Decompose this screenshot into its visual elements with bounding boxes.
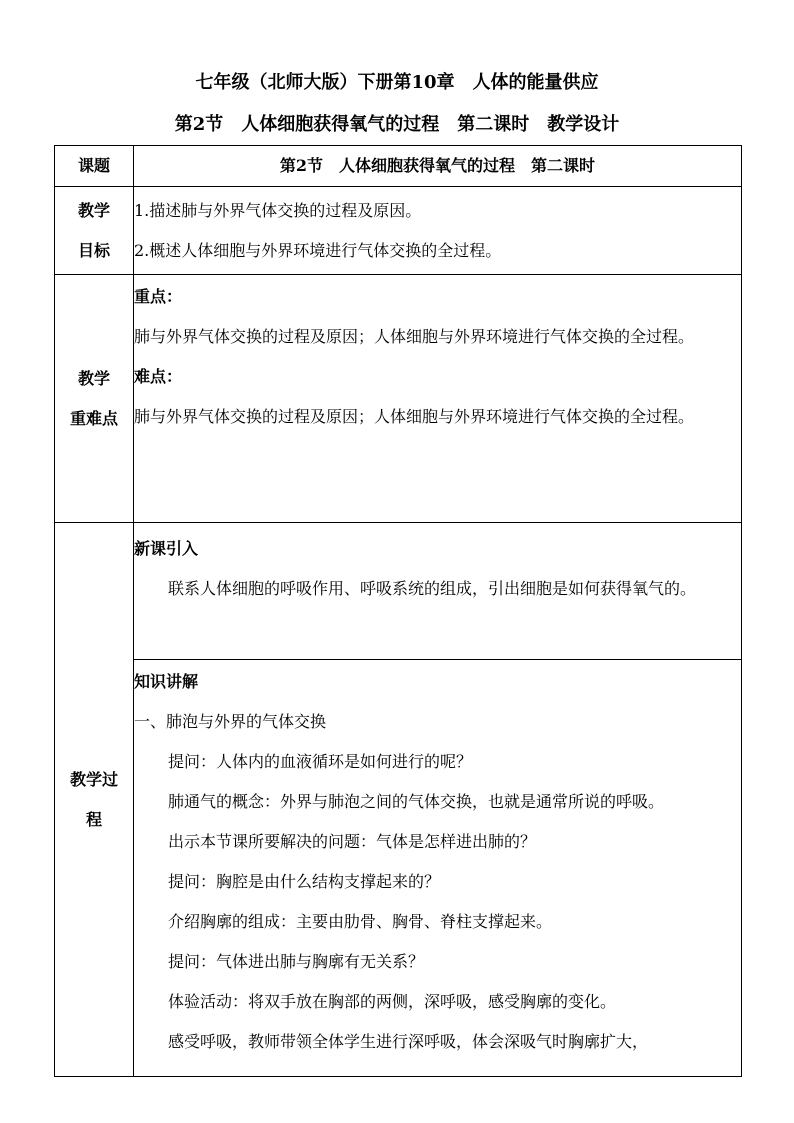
value-keypoints [134,275,742,523]
value-process-intro [134,523,742,660]
label-process [55,523,134,1077]
process-line-1: 提问：人体内的血液循环是如何进行的呢？ [168,752,473,771]
row-goals [55,187,742,275]
row-topic [55,146,742,187]
process-line-4: 提问：胸腔是由什么结构支撑起来的？ [168,872,441,891]
label-process-a: 教学过 [69,769,118,789]
hard-text: 肺与外界气体交换的过程及原因；人体细胞与外界环境进行气体交换的全过程。 [134,407,695,426]
value-process-knowledge [134,660,742,1077]
process-line-8: 感受呼吸，教师带领全体学生进行深呼吸，体会深吸气时胸廓扩大， [168,1032,649,1051]
process-line-6: 提问：气体进出肺与胸廓有无关系？ [168,952,425,971]
process-line-2: 肺通气的概念：外界与肺泡之间的气体交换，也就是通常所说的呼吸。 [168,792,665,811]
label-keypoints-b: 重难点 [69,408,118,428]
label-goals-b: 目标 [77,240,110,260]
value-topic: 第2节 人体细胞获得氧气的过程 第二课时 [134,146,742,187]
label-process-b: 程 [85,809,102,829]
row-keypoints [55,275,742,523]
document-subtitle: 第2节 人体细胞获得氧气的过程 第二课时 教学设计 [174,114,620,135]
key-heading: 重点： [134,287,183,306]
document-title: 七年级（北师大版）下册第10章 人体的能量供应 [195,72,599,93]
process-line-7: 体验活动：将双手放在胸部的两侧，深呼吸，感受胸廓的变化。 [168,992,617,1011]
label-keypoints-a: 教学 [77,368,110,388]
label-keypoints [55,275,134,523]
value-goals [134,187,742,275]
lesson-plan-table [54,145,742,1077]
label-goals-a: 教学 [77,200,110,220]
key-text: 肺与外界气体交换的过程及原因；人体细胞与外界环境进行气体交换的全过程。 [134,327,695,346]
intro-text: 联系人体细胞的呼吸作用、呼吸系统的组成，引出细胞是如何获得氧气的。 [168,579,697,598]
row-process-knowledge [55,660,742,1077]
intro-heading: 新课引入 [134,539,199,558]
goal-item-2: 2.概述人体细胞与外界环境进行气体交换的全过程。 [134,240,502,260]
hard-heading: 难点： [134,367,183,386]
label-topic-text: 课题 [77,156,110,175]
process-line-5: 介绍胸廓的组成：主要由肋骨、胸骨、脊柱支撑起来。 [168,912,553,931]
label-goals [55,187,134,275]
label-topic [55,146,134,187]
section-1-title: 一、肺泡与外界的气体交换 [134,712,327,731]
goal-item-1: 1.描述肺与外界气体交换的过程及原因。 [134,200,422,220]
process-line-3: 出示本节课所要解决的问题：气体是怎样进出肺的？ [168,832,537,851]
knowledge-heading: 知识讲解 [134,672,199,691]
row-process-intro [55,523,742,660]
